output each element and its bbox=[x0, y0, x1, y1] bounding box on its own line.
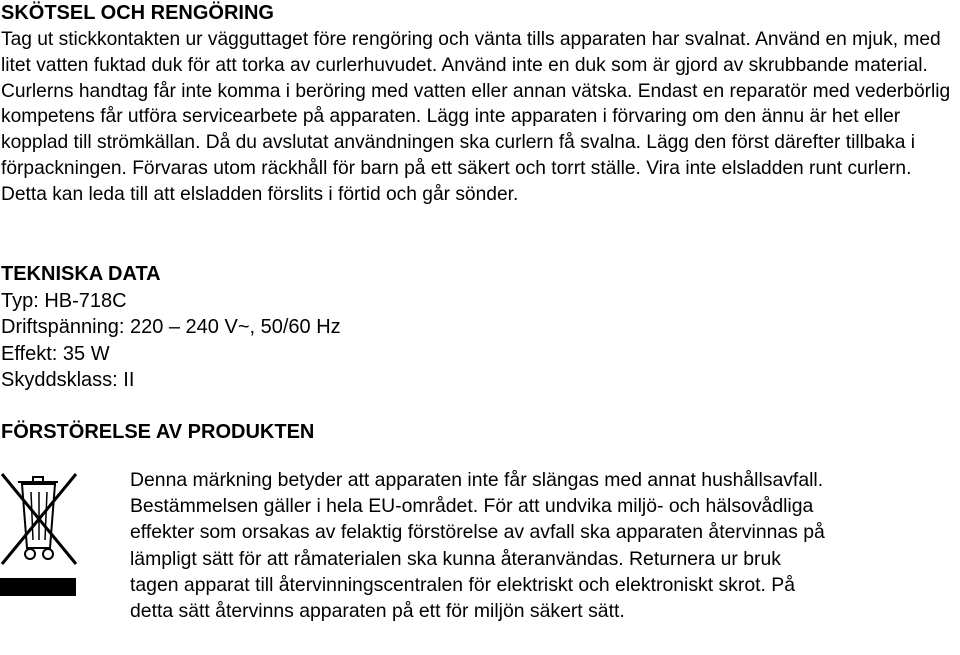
spec-protection-class: Skyddsklass: II bbox=[1, 369, 135, 391]
care-heading: SKÖTSEL OCH RENGÖRING bbox=[1, 2, 274, 24]
care-paragraph: Tag ut stickkontakten ur vägguttaget före rengöring och vänta tills apparaten har svalnat. Använd en mjuk, med litet vatten fuktad duk för att torka av curlerhuvudet. Använd inte en duk som är gjord av skrubbande material. Curlerns handtag får inte komma i beröring med vatten eller annan vätska. Endast en reparatör med vederbörlig kompetens får utföra servicearbete på apparaten. Lägg inte apparaten i förvaring om den ännu är het eller kopplad till strömkällan. Då du avslutat användningen ska curlern få svalna. Lägg den först därefter tillbaka i förpackningen. Förvaras utom räckhåll för barn på ett säkert och torrt ställe. Vira inte elsladden runt curlern. Detta kan leda till att elsladden förslits i förtid och går sönder. bbox=[1, 29, 951, 205]
weee-crossed-bin-icon bbox=[0, 470, 78, 598]
spec-voltage: Driftspänning: 220 – 240 V~, 50/60 Hz bbox=[1, 316, 341, 338]
spec-power: Effekt: 35 W bbox=[1, 343, 110, 365]
spec-type: Typ: HB-718C bbox=[1, 290, 127, 312]
disposal-text: Denna märkning betyder att apparaten inte får slängas med annat hushållsavfall. Bestämmelsen gäller i hela EU-området. För att undvika miljö- och hälsovådliga effekter som orsakas av felaktig förstörelse av avfall ska apparaten återvinnas på lämpligt sätt för att råmaterialen ska kunna återanvändas. Returnera ur bruk tagen apparat till återvinningscentralen för elektriskt och elektroniskt skrot. På detta sätt återvinns apparaten på ett för miljön säkert sätt. bbox=[130, 469, 825, 623]
technical-heading: TEKNISKA DATA bbox=[1, 263, 161, 285]
disposal-heading: FÖRSTÖRELSE AV PRODUKTEN bbox=[1, 421, 315, 443]
